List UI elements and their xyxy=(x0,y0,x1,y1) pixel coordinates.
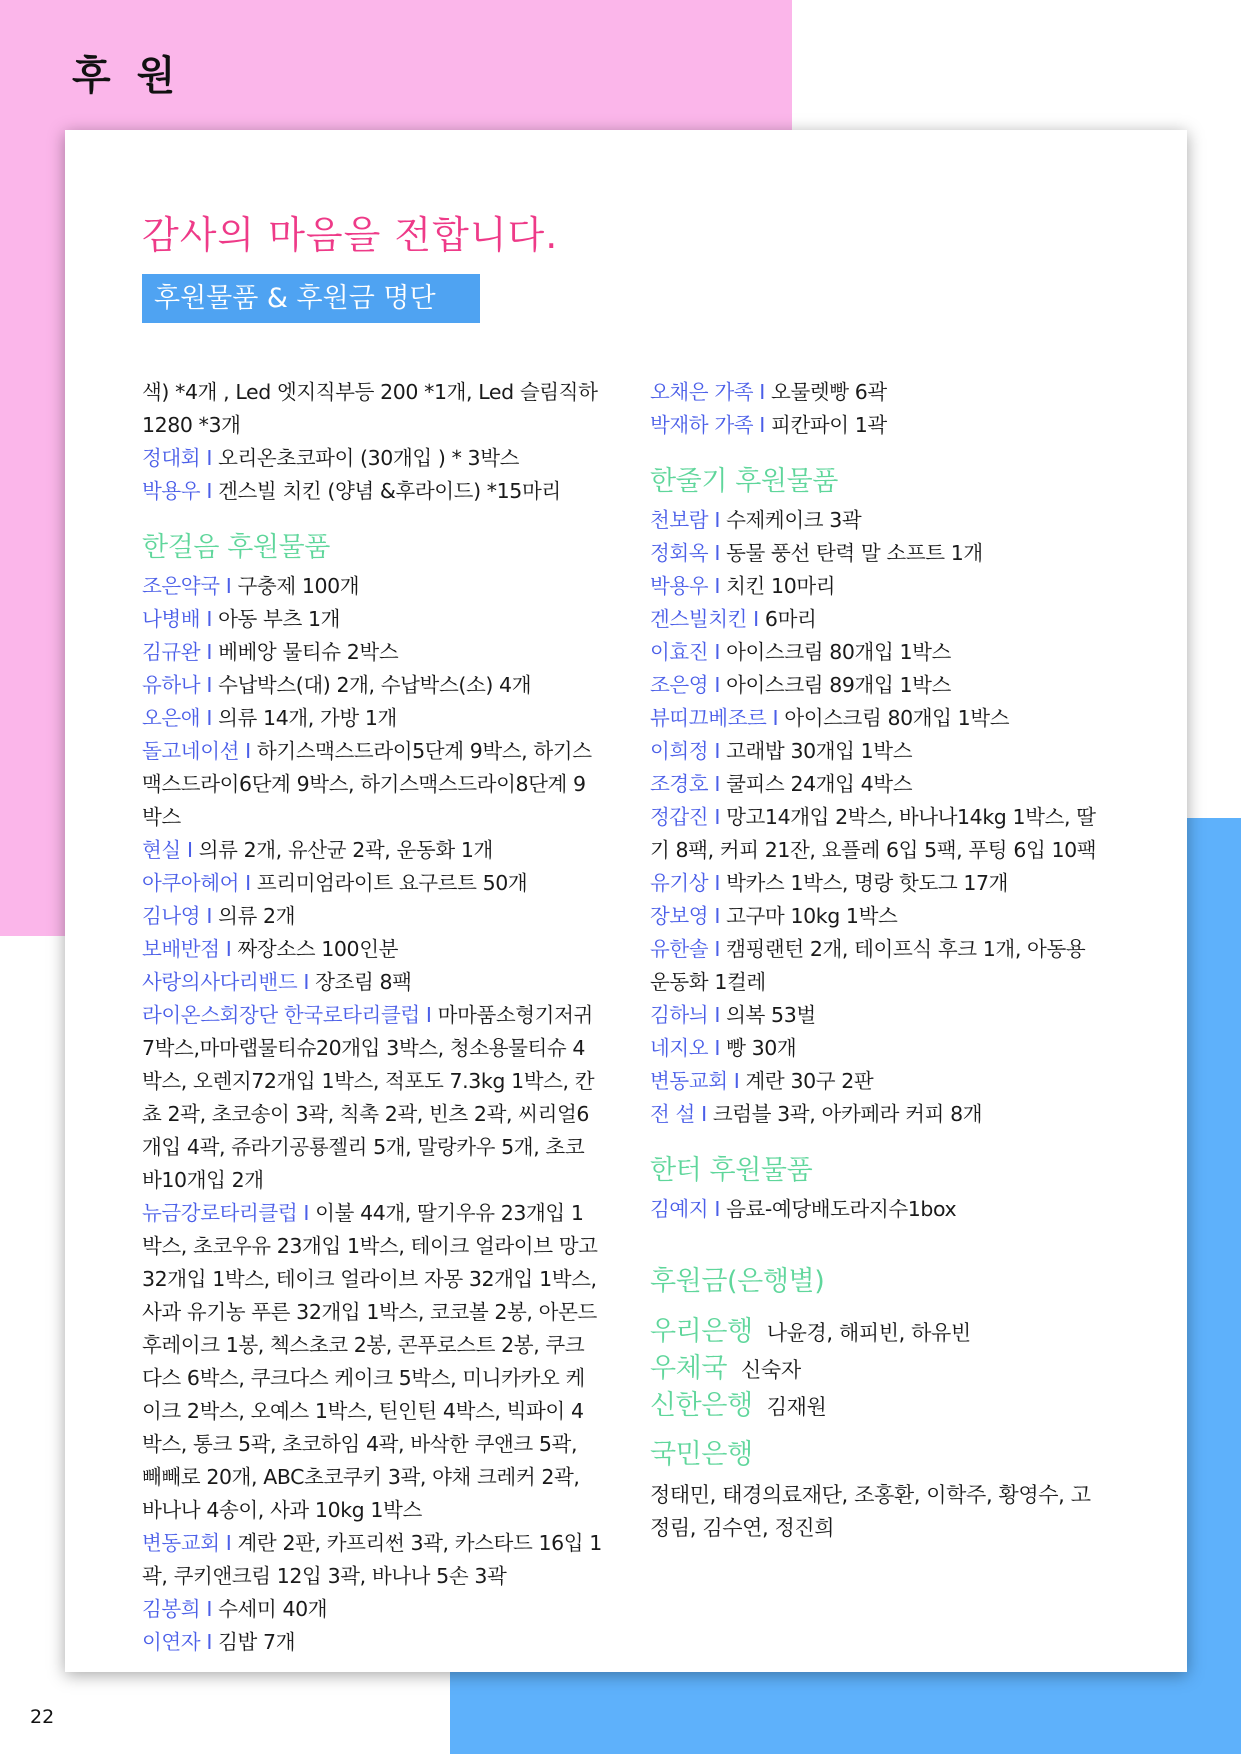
donor-name: 현실 xyxy=(142,838,181,862)
separator-bar: I xyxy=(733,1069,740,1093)
separator-bar: I xyxy=(206,446,212,470)
right-intro-list xyxy=(650,376,1110,442)
donated-items: 6마리 xyxy=(764,607,817,631)
donor-name: 이효진 xyxy=(650,640,709,664)
donated-items: 겐스빌 치킨 (양념 &후라이드) *15마리 xyxy=(218,479,561,503)
separator-bar: I xyxy=(206,673,212,697)
separator-bar: I xyxy=(225,1531,232,1555)
bank-list xyxy=(650,1314,1110,1425)
donor-entry xyxy=(650,867,1110,900)
donor-name: 나병배 xyxy=(142,607,201,631)
donated-items: 박카스 1박스, 명랑 핫도그 17개 xyxy=(726,871,1009,895)
separator-bar: I xyxy=(303,970,310,994)
donor-entry xyxy=(650,999,1110,1032)
category-title-donations: 후원금(은행별) xyxy=(650,1266,825,1297)
section-label: 후 원 xyxy=(72,53,182,99)
separator-bar: I xyxy=(714,1197,720,1221)
donated-items: 계란 2판, 카프리썬 3곽, 카스타드 16입 1곽, 쿠키앤크림 12입 3곽, 바나나 5손 3곽 xyxy=(142,1531,602,1588)
donor-entry xyxy=(142,1527,602,1593)
donor-name: 오은애 xyxy=(142,706,201,730)
donor-name: 김규완 xyxy=(142,640,201,664)
separator-bar: I xyxy=(425,1003,432,1027)
right-column xyxy=(650,376,1110,1545)
separator-bar: I xyxy=(206,1597,212,1621)
donor-entry xyxy=(650,702,1110,735)
separator-bar: I xyxy=(701,1102,707,1126)
donor-entry xyxy=(142,735,602,834)
donor-entry xyxy=(142,1626,602,1659)
donated-items: 오리온초코파이 (30개입 ) * 3박스 xyxy=(218,446,519,470)
hangeoleum-list xyxy=(142,570,602,1659)
donor-entry xyxy=(650,1098,1110,1131)
separator-bar: I xyxy=(772,706,779,730)
donor-name: 전 설 xyxy=(650,1102,695,1126)
bank-donors: 신숙자 xyxy=(741,1358,801,1382)
separator-bar: I xyxy=(206,640,212,664)
separator-bar: I xyxy=(759,380,765,404)
separator-bar: I xyxy=(714,1003,720,1027)
donor-name: 변동교회 xyxy=(142,1531,220,1555)
donor-name: 김하늬 xyxy=(650,1003,709,1027)
donated-items: 마마품소형기저귀 7박스,마마랩물티슈20개입 3박스, 청소용물티슈 4박스, 오렌지72개입 1박스, 적포도 7.3kg 1박스, 칸쵸 2곽, 초코송이 3곽, 칙촉 2곽, 빈츠 2곽, 씨리얼6개입 4곽, 쥬라기공룡젤리 5개, 말랑카우 5개, 초코바10개입 2개 xyxy=(142,1003,595,1192)
separator-bar: I xyxy=(225,937,232,961)
donated-items: 망고14개입 2박스, 바나나14kg 1박스, 딸기 8팩, 커피 21잔, 요플레 6입 5팩, 푸팅 6입 10팩 xyxy=(650,805,1097,862)
donated-items: 캠핑랜턴 2개, 테이프식 후크 1개, 아동용 운동화 1컬레 xyxy=(650,937,1086,994)
donated-items: 음료-예당배도라지수1box xyxy=(726,1197,957,1221)
donated-items: 구충제 100개 xyxy=(237,574,360,598)
donor-name: 네지오 xyxy=(650,1036,709,1060)
donor-entry xyxy=(650,409,1110,442)
donor-entry xyxy=(142,900,602,933)
separator-bar: I xyxy=(714,541,720,565)
donor-entry xyxy=(142,966,602,999)
left-column xyxy=(142,376,602,1659)
donor-entry xyxy=(650,768,1110,801)
donor-name: 천보람 xyxy=(650,508,709,532)
separator-bar: I xyxy=(245,871,251,895)
donor-name: 박재하 가족 xyxy=(650,413,754,437)
donated-items: 고래밥 30개입 1박스 xyxy=(726,739,913,763)
separator-bar: I xyxy=(206,904,212,928)
donor-name: 보배반점 xyxy=(142,937,220,961)
donor-entry xyxy=(650,504,1110,537)
donated-items: 피칸파이 1곽 xyxy=(771,413,887,437)
bank-row xyxy=(650,1388,1110,1425)
donor-name: 정대회 xyxy=(142,446,201,470)
donated-items: 아동 부츠 1개 xyxy=(218,607,341,631)
donated-items: 장조림 8팩 xyxy=(315,970,412,994)
donor-entry xyxy=(142,442,602,475)
hanjulgi-list xyxy=(650,504,1110,1131)
donor-name: 유하나 xyxy=(142,673,201,697)
kookmin-donors: 정태민, 태경의료재단, 조홍환, 이학주, 황영수, 고정림, 김수연, 정진희 xyxy=(650,1483,1091,1540)
donor-entry xyxy=(650,537,1110,570)
donor-entry xyxy=(142,999,602,1197)
separator-bar: I xyxy=(714,574,720,598)
donor-name: 김예지 xyxy=(650,1197,709,1221)
donor-name: 김나영 xyxy=(142,904,201,928)
donor-entry xyxy=(650,669,1110,702)
separator-bar: I xyxy=(714,673,720,697)
separator-bar: I xyxy=(714,805,720,829)
donor-name: 유기상 xyxy=(650,871,709,895)
donor-name: 변동교회 xyxy=(650,1069,728,1093)
donor-name: 겐스빌치킨 xyxy=(650,607,748,631)
donor-entry xyxy=(142,867,602,900)
donor-name: 뉴금강로타리클럽 xyxy=(142,1201,298,1225)
bank-row xyxy=(650,1314,1110,1351)
donor-entry xyxy=(650,376,1110,409)
separator-bar: I xyxy=(714,508,720,532)
separator-bar: I xyxy=(753,607,759,631)
separator-bar: I xyxy=(714,871,720,895)
donated-items: 아이스크림 89개입 1박스 xyxy=(726,673,951,697)
donor-name: 이희정 xyxy=(650,739,709,763)
separator-bar: I xyxy=(714,640,720,664)
donor-name: 돌고네이션 xyxy=(142,739,240,763)
separator-bar: I xyxy=(714,904,720,928)
donor-name: 아쿠아헤어 xyxy=(142,871,240,895)
donated-items: 수제케이크 3곽 xyxy=(726,508,862,532)
donated-items: 아이스크림 80개입 1박스 xyxy=(784,706,1010,730)
bank-name: 우리은행 xyxy=(650,1316,753,1347)
category-title-hanjulgi: 한줄기 후원물품 xyxy=(650,466,838,497)
bank-name: 신한은행 xyxy=(650,1390,753,1421)
donor-entry xyxy=(142,603,602,636)
donor-entry xyxy=(142,570,602,603)
donated-items: 치킨 10마리 xyxy=(726,574,836,598)
donated-items: 크럼블 3곽, 아카페라 커피 8개 xyxy=(712,1102,983,1126)
category-title-hanteo: 한터 후원물품 xyxy=(650,1155,813,1186)
donor-entry xyxy=(650,900,1110,933)
donor-name: 조은영 xyxy=(650,673,709,697)
donor-entry xyxy=(142,636,602,669)
donor-name: 박용우 xyxy=(650,574,709,598)
donor-name: 라이온스회장단 한국로타리클럽 xyxy=(142,1003,420,1027)
donated-items: 베베앙 물티슈 2박스 xyxy=(218,640,399,664)
separator-bar: I xyxy=(206,1630,212,1654)
headline: 감사의 마음을 전합니다. xyxy=(142,213,559,257)
list-banner: 후원물품 & 후원금 명단 xyxy=(142,274,480,323)
intro-continuation: 색) *4개 , Led 엣지직부등 200 *1개, Led 슬림직하 1280 *3개 xyxy=(142,380,598,437)
content-card xyxy=(65,130,1187,1672)
donated-items: 의복 53벌 xyxy=(726,1003,816,1027)
donor-name: 장보영 xyxy=(650,904,709,928)
donated-items: 김밥 7개 xyxy=(218,1630,296,1654)
donor-entry xyxy=(650,735,1110,768)
donated-items: 아이스크림 80개입 1박스 xyxy=(726,640,951,664)
donor-entry xyxy=(142,933,602,966)
donor-entry xyxy=(650,603,1110,636)
donor-name: 김봉희 xyxy=(142,1597,201,1621)
donor-entry xyxy=(142,1593,602,1626)
donor-name: 사랑의사다리밴드 xyxy=(142,970,298,994)
donated-items: 빵 30개 xyxy=(726,1036,797,1060)
separator-bar: I xyxy=(225,574,232,598)
donor-entry xyxy=(142,669,602,702)
bank-name: 우체국 xyxy=(650,1353,728,1384)
bank-name-kookmin: 국민은행 xyxy=(650,1439,753,1470)
donated-items: 의류 2개, 유산균 2곽, 운동화 1개 xyxy=(198,838,493,862)
donated-items: 하기스맥스드라이5단계 9박스, 하기스맥스드라이6단계 9박스, 하기스맥스드라이8단계 9박스 xyxy=(142,739,592,829)
donated-items: 프리미엄라이트 요구르트 50개 xyxy=(256,871,528,895)
donated-items: 수세미 40개 xyxy=(218,1597,328,1621)
page-number: 22 xyxy=(30,1706,55,1728)
bank-row xyxy=(650,1351,1110,1388)
bank-donors: 나윤경, 해피빈, 하유빈 xyxy=(766,1321,971,1345)
donor-name: 이연자 xyxy=(142,1630,201,1654)
bank-donors: 김재원 xyxy=(766,1395,827,1419)
donor-name: 정갑진 xyxy=(650,805,709,829)
donated-items: 오물렛빵 6곽 xyxy=(771,380,887,404)
donor-name: 박용우 xyxy=(142,479,201,503)
donor-name: 유한솔 xyxy=(650,937,709,961)
separator-bar: I xyxy=(245,739,251,763)
donated-items: 수납박스(대) 2개, 수납박스(소) 4개 xyxy=(218,673,532,697)
separator-bar: I xyxy=(186,838,193,862)
donor-entry xyxy=(650,933,1110,999)
left-intro-list xyxy=(142,442,602,508)
separator-bar: I xyxy=(714,937,720,961)
donor-name: 정회옥 xyxy=(650,541,709,565)
separator-bar: I xyxy=(206,607,212,631)
separator-bar: I xyxy=(206,706,212,730)
donated-items: 동물 풍선 탄력 말 소프트 1개 xyxy=(726,541,983,565)
donated-items: 짜장소스 100인분 xyxy=(237,937,398,961)
donated-items: 의류 14개, 가방 1개 xyxy=(218,706,397,730)
donor-name: 오채은 가족 xyxy=(650,380,754,404)
donor-entry xyxy=(650,1065,1110,1098)
donated-items: 이불 44개, 딸기우유 23개입 1박스, 초코우유 23개입 1박스, 테이크 얼라이브 망고 32개입 1박스, 테이크 얼라이브 자몽 32개입 1박스, 사과 유기농 푸른 32개입 1박스, 코코볼 2봉, 아몬드 후레이크 1봉, 첵스초코 2봉, 콘푸로스트 2봉, 쿠크다스 6박스, 쿠크다스 케이크 5박스, 미니카카오 케이크 2박스, 오예스 1박스, 틴인틴 4박스, 빅파이 4박스, 통크 5곽, 초코하임 4곽, 바삭한 쿠앤크 5곽, 빼빼로 20개, ABC초코쿠키 3곽, 야채 크레커 2곽, 바나나 4송이, 사과 10kg 1박스 xyxy=(142,1201,598,1522)
separator-bar: I xyxy=(759,413,765,437)
donor-entry xyxy=(650,1193,1110,1226)
separator-bar: I xyxy=(303,1201,310,1225)
donor-entry xyxy=(650,801,1110,867)
hanteo-list xyxy=(650,1193,1110,1226)
category-title-hangeoleum: 한걸음 후원물품 xyxy=(142,532,330,563)
donor-name: 뷰띠끄베조르 xyxy=(650,706,767,730)
donor-entry xyxy=(142,475,602,508)
separator-bar: I xyxy=(714,1036,720,1060)
donated-items: 고구마 10kg 1박스 xyxy=(726,904,898,928)
separator-bar: I xyxy=(206,479,212,503)
donor-entry xyxy=(650,636,1110,669)
donated-items: 쿨피스 24개입 4박스 xyxy=(726,772,913,796)
separator-bar: I xyxy=(714,772,720,796)
donor-entry xyxy=(650,570,1110,603)
donated-items: 의류 2개 xyxy=(218,904,296,928)
donated-items: 계란 30구 2판 xyxy=(745,1069,874,1093)
separator-bar: I xyxy=(714,739,720,763)
donor-name: 조경호 xyxy=(650,772,709,796)
donor-name: 조은약국 xyxy=(142,574,220,598)
donor-entry xyxy=(650,1032,1110,1065)
donor-entry xyxy=(142,834,602,867)
donor-entry xyxy=(142,1197,602,1527)
donor-entry xyxy=(142,702,602,735)
